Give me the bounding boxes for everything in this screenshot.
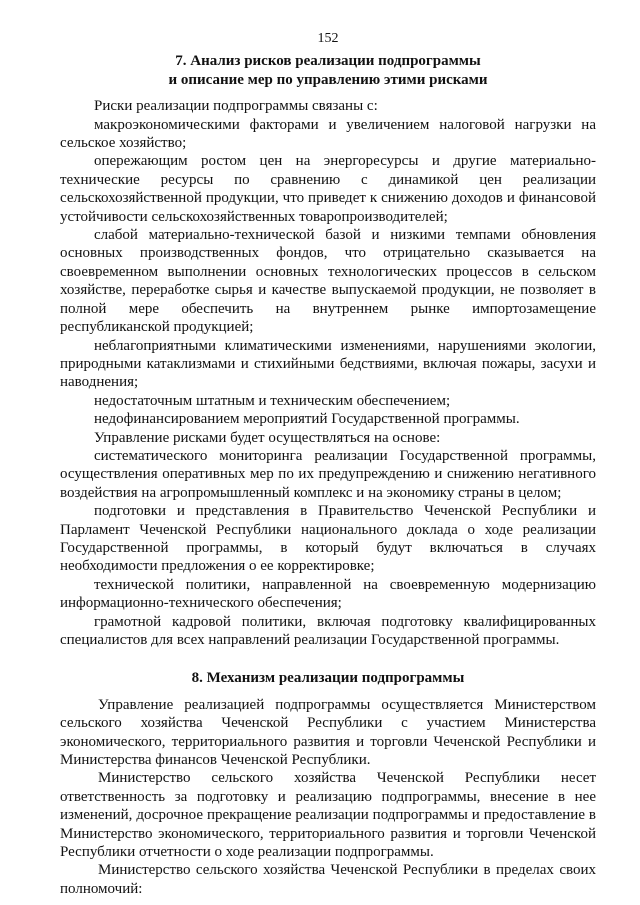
paragraph: грамотной кадровой политики, включая подготовку квалифицированных специалистов для всех направлений реализации Государственной программы. xyxy=(60,613,596,648)
paragraph: опережающим ростом цен на энергоресурсы и другие материально-технические ресурсы по сравнению с динамикой цен реализации сельскохозяйственной продукции, что приведет к снижению доходов и финансовой устойчивости сельскохозяйственных товаропроизводителей; xyxy=(60,153,596,225)
paragraph: Управление рисками будет осуществляться на основе: xyxy=(94,429,441,446)
document-page xyxy=(60,30,596,898)
paragraph: слабой материально-технической базой и низкими темпами обновления основных производственных фондов, что отрицательно сказывается на своевременном выполнении основных технологических процессов в сельском хозяйстве, переработке сырья и качестве выпускаемой продукции, не позволяет в полной мере обеспечить на внутреннем рынке импортозамещение республиканской продукцией; xyxy=(60,227,596,336)
section-8-title-text: . Механизм реализации подпрограммы xyxy=(199,670,465,687)
page-number: 152 xyxy=(317,31,339,46)
paragraph: макроэкономическими факторами и увеличением налоговой нагрузки на сельское хозяйство; xyxy=(60,116,596,152)
paragraph: Министерство сельского хозяйства Чеченской Республики в пределах своих полномочий: xyxy=(60,862,596,897)
paragraph: неблагоприятными климатическими изменениями, нарушениями экологии, природными катаклизмами и стихийными бедствиями, включая пожары, засухи и наводнения; xyxy=(60,337,596,391)
section-7 xyxy=(60,52,596,649)
paragraph: систематического мониторинга реализации Государственной программы, осуществления оперативных мер по их предупреждению и снижению негативного воздействия на агропромышленный комплекс и на экономику страны в целом; xyxy=(60,447,596,501)
section-8-number: 8 xyxy=(191,670,200,687)
section-7-title-line-1: 7. Анализ рисков реализации подпрограммы xyxy=(175,53,481,70)
paragraph: технической политики, направленной на своевременную модернизацию информационно-технического обеспечения; xyxy=(60,576,596,612)
paragraph: недофинансированием мероприятий Государственной программы. xyxy=(94,411,520,428)
section-8 xyxy=(60,669,596,898)
paragraph: подготовки и представления в Правительство Чеченской Республики и Парламент Чеченской Республики национального доклада о ходе реализации Государственной программы, в который будут включаться в случаях необходимости предложения о ее корректировке; xyxy=(60,503,596,575)
paragraph: Управление реализацией подпрограммы осуществляется Министерством сельского хозяйства Чеченской Республики с участием Министерства экономического, территориального развития и торговли Чеченской Республики и Министерства финансов Чеченской Республики. xyxy=(60,696,596,769)
paragraph: Министерство сельского хозяйства Чеченской Республики несет ответственность за подготовку и реализацию подпрограммы, внесение в нее изменений, досрочное прекращение реализации подпрограммы и предоставление в Министерство экономического, территориального развития и торговли Чеченской Республики отчетности о ходе реализации подпрограммы. xyxy=(60,770,596,861)
paragraph: Риски реализации подпрограммы связаны с: xyxy=(94,98,378,115)
paragraph: недостаточным штатным и техническим обеспечением; xyxy=(94,392,451,409)
section-8-title xyxy=(60,669,596,687)
section-7-title-line-2: и описание мер по управлению этими рисками xyxy=(168,71,488,88)
